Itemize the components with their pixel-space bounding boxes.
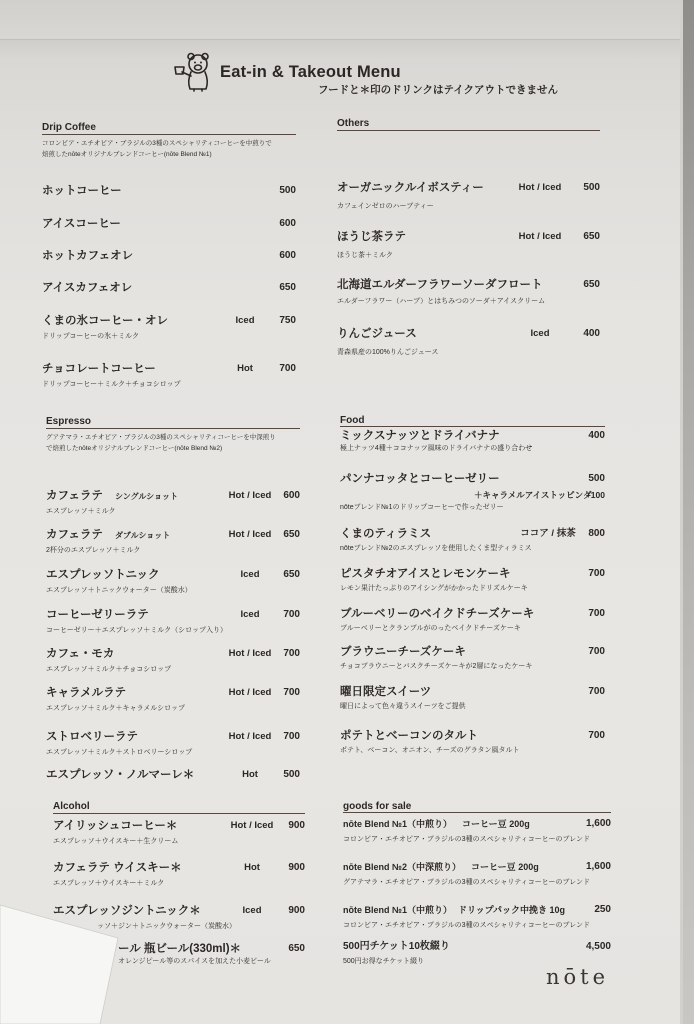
item-price: 1,600 [585, 818, 611, 829]
item-name: ストロベリーラテ [46, 731, 138, 743]
menu-item [46, 647, 300, 673]
item-temperature-tag: Hot / Iced [228, 529, 272, 540]
goods-name: nōte Blend №2（中深煎り） [343, 862, 462, 872]
menu-item [337, 327, 600, 356]
section-heading: Food [340, 415, 365, 426]
section-description [42, 138, 272, 160]
item-price: 600 [279, 250, 296, 261]
item-name: パンナコッタとコーヒーゼリー [340, 473, 500, 485]
item-name [343, 817, 530, 831]
item-temperature-tag: Hot / Iced [228, 731, 272, 742]
item-name: カフェラテ ウイスキー＊ [53, 862, 182, 874]
item-price: 700 [588, 646, 605, 657]
item-name [343, 903, 565, 917]
item-temperature-tag: Hot [237, 363, 253, 374]
menu-item [42, 314, 296, 340]
item-price: 650 [279, 282, 296, 293]
menu-item [53, 819, 305, 845]
item-temperature-tag: Hot / Iced [518, 182, 562, 193]
item-description: コーヒーゼリー＋エスプレッソ＋ミルク（シロップ入り） [46, 627, 227, 634]
item-description: エスプレッソ＋ウイスキー＋ミルク [53, 880, 165, 887]
item-description: コロンビア・エチオピア・ブラジルの3種のスペシャリティコーヒーのブレンド [343, 922, 591, 929]
item-description: ドリップコーヒーの氷＋ミルク [42, 333, 139, 340]
item-price: 1,600 [585, 861, 611, 872]
item-description: コロンビア・エチオピア・ブラジルの3種のスペシャリティコーヒーのブレンド [343, 836, 591, 843]
section-description-line: グアテマラ・エチオピア・ブラジルの3種のスペシャリティコーヒーを中深煎り [46, 434, 276, 441]
item-name: 500円チケット10枚綴り [343, 941, 450, 952]
item-price: 700 [283, 648, 300, 659]
menu-item [42, 362, 296, 388]
menu-item [340, 472, 605, 511]
menu-item [340, 567, 605, 592]
topping-option-price: +100 [585, 490, 605, 500]
menu-item [337, 181, 600, 210]
item-description: エスプレッソ＋ミルク＋チョコシロップ [46, 666, 172, 673]
item-name: エスプレッソジントニック＊ [53, 905, 201, 917]
section-rule [337, 130, 600, 131]
item-temperature-tag: Hot / Iced [228, 687, 272, 698]
item-name: ホットコーヒー [42, 185, 122, 197]
item-description: 極上ナッツ4種＋ココナッツ風味のドライバナナの盛り合わせ [340, 445, 533, 452]
bear-icon [172, 50, 216, 92]
goods-detail: コーヒー豆 200g [462, 819, 530, 829]
item-price: 650 [583, 231, 600, 242]
item-price: 900 [288, 862, 305, 873]
item-description: レモン果汁たっぷりのアイシングがかかったドリズルケーキ [340, 585, 528, 592]
item-name: コーヒーゼリーラテ [46, 609, 149, 621]
item-price: 500 [279, 185, 296, 196]
section-espresso [46, 414, 300, 789]
item-name: ブルーベリーのベイクドチーズケーキ [340, 608, 535, 620]
section-rule [46, 428, 300, 429]
item-price: 600 [279, 218, 296, 229]
section-heading: Others [337, 118, 370, 129]
section-description-line: コロンビア・エチオピア・ブラジルの3種のスペシャリティコーヒーを中煎りで [42, 140, 272, 147]
item-description: ブルーベリーとクランブルがのったベイクドチーズケーキ [340, 625, 521, 632]
item-name: ブラウニーチーズケーキ [340, 646, 466, 658]
item-name [46, 489, 178, 504]
item-name: アイリッシュコーヒー＊ [53, 820, 178, 832]
item-name: アイスカフェオレ [42, 282, 133, 294]
item-price: 900 [288, 905, 305, 916]
item-description: エスプレッソ＋ミルク＋ストロベリーシロップ [46, 749, 193, 756]
goods-item [343, 860, 611, 886]
item-description: 曜日によって色々違うスイーツをご提供 [340, 703, 466, 710]
item-name: キャラメルラテ [46, 687, 127, 699]
item-description: ドリップコーヒー＋ミルク＋チョコシロップ [42, 381, 181, 388]
item-price: 700 [283, 609, 300, 620]
item-price: 700 [588, 686, 605, 697]
section-rule [343, 812, 611, 813]
brand-logo: nōte [546, 965, 610, 989]
item-name: カフェ・モカ [46, 648, 115, 660]
menu-item [53, 861, 305, 887]
item-description: エスプレッソ＋トニックウォーター（炭酸水） [46, 587, 192, 594]
item-price: 4,500 [585, 941, 611, 952]
goods-item [343, 940, 611, 965]
menu-item [46, 686, 300, 712]
item-name [343, 860, 539, 874]
item-temperature-tag: Iced [240, 609, 260, 620]
goods-detail: コーヒー豆 200g [471, 862, 539, 872]
item-temperature-tag: Iced [242, 905, 262, 916]
item-description: nōteブレンド№2のエスプレッソを使用したくま型ティラミス [340, 545, 532, 552]
item-name: オーガニックルイボスティー [337, 182, 484, 194]
background-edge [683, 0, 694, 1024]
item-temperature-tag: Iced [240, 569, 260, 580]
item-name: チョコレートコーヒー [42, 363, 156, 375]
section-heading: goods for sale [343, 801, 412, 812]
goods-name: nōte Blend №1（中煎り） [343, 819, 453, 829]
item-price: 700 [588, 730, 605, 741]
item-name: くまの氷コーヒー・オレ [42, 315, 169, 327]
menu-item [46, 489, 300, 515]
item-price: 750 [279, 315, 296, 326]
item-price: 400 [588, 430, 605, 441]
item-price: 650 [583, 279, 600, 290]
section-drip-coffee [42, 120, 296, 400]
item-temperature-tag: Hot [242, 769, 258, 780]
menu-item [42, 249, 296, 263]
menu-item [340, 729, 605, 754]
section-description-line: 焙煎したnōteオリジナルブレンドコーヒー(nōte Blend №1) [42, 151, 212, 158]
menu-item [46, 568, 300, 594]
item-description: カフェインゼロのハーブティー [337, 203, 434, 210]
item-temperature-tag: Iced [235, 315, 255, 326]
section-heading: Espresso [46, 416, 92, 427]
overlapping-paper [0, 900, 130, 1024]
item-price: 600 [283, 490, 300, 501]
item-description: エスプレッソ＋ミルク [46, 508, 116, 515]
section-description-line: で焙煎したnōteオリジナルブレンドコーヒー(nōte Blend №2) [46, 445, 223, 452]
item-description: エルダーフラワー（ハーブ）とはちみつのソーダ＋アイスクリーム [337, 298, 546, 305]
item-name [46, 528, 170, 543]
item-price: 800 [588, 528, 605, 539]
item-temperature-tag: Hot / Iced [228, 490, 272, 501]
menu-item [42, 281, 296, 295]
item-description: ほうじ茶＋ミルク [337, 252, 393, 259]
item-temperature-tag: Hot / Iced [518, 231, 562, 242]
topping-option-label: ＋キャラメルアイストッピング [474, 490, 592, 500]
item-description: グアテマラ・エチオピア・ブラジルの3種のスペシャリティコーヒーのブレンド [343, 879, 591, 886]
item-description: 2杯分のエスプレッソ＋ミルク [46, 547, 141, 554]
section-rule [42, 134, 296, 135]
sheet-top-edge [0, 39, 683, 40]
goods-item [343, 903, 611, 929]
item-name: ミックスナッツとドライバナナ [340, 430, 500, 442]
item-name: 曜日限定スイーツ [340, 686, 432, 698]
item-price: 650 [283, 529, 300, 540]
item-price: 900 [288, 820, 305, 831]
menu-item [340, 429, 605, 452]
item-flavor-tag: ココア / 抹茶 [520, 528, 576, 539]
item-price: 700 [588, 608, 605, 619]
menu-item [46, 608, 300, 634]
item-name: りんごジュース [337, 328, 417, 340]
item-description: エスプレッソ＋ミルク＋キャラメルシロップ [46, 705, 185, 712]
item-temperature-tag: Hot [244, 862, 260, 873]
item-description: 500円お得なチケット綴り [343, 958, 425, 965]
item-price: 650 [288, 943, 305, 954]
item-price: 700 [283, 687, 300, 698]
section-heading: Alcohol [53, 801, 90, 812]
item-name: エスプレッソ・ノルマーレ＊ [46, 769, 195, 781]
item-name: くまのティラミス [340, 528, 432, 540]
item-name: ール 瓶ビール(330ml)＊ [118, 943, 242, 955]
section-food [340, 413, 605, 763]
section-goods-for-sale [343, 799, 611, 969]
item-name: ほうじ茶ラテ [337, 231, 406, 243]
menu-item [46, 528, 300, 554]
menu-title: Eat-in & Takeout Menu [220, 63, 401, 81]
item-description: エスプレッソ＋ウイスキー＋生クリーム [53, 838, 179, 845]
item-name: 北海道エルダーフラワーソーダフロート [337, 279, 543, 291]
item-name: ポテトとベーコンのタルト [340, 730, 478, 742]
item-name: ホットカフェオレ [42, 250, 134, 262]
item-price: 650 [283, 569, 300, 580]
menu-item [340, 527, 605, 552]
menu-item [42, 184, 296, 198]
section-others [337, 116, 600, 366]
item-price: 700 [279, 363, 296, 374]
section-rule [340, 426, 605, 427]
item-name: ピスタチオアイスとレモンケーキ [340, 568, 511, 580]
section-rule [53, 813, 305, 814]
item-description: チョコブラウニーとバスクチーズケーキが2層になったケーキ [340, 663, 533, 670]
item-price: 500 [283, 769, 300, 780]
menu-item [42, 217, 296, 231]
item-price: 700 [283, 731, 300, 742]
takeout-notice: フードと＊印のドリンクはテイクアウトできません [318, 84, 559, 96]
item-temperature-tag: Iced [530, 328, 550, 339]
item-temperature-tag: Hot / Iced [230, 820, 274, 831]
topping-option [474, 489, 605, 501]
goods-detail: ドリップパック中挽き 10g [458, 905, 565, 915]
menu-item [337, 278, 600, 305]
menu-item [337, 230, 600, 259]
item-description: nōteブレンド№1のドリップコーヒーで作ったゼリー [340, 504, 504, 511]
item-shot-size: ダブルショット [114, 531, 171, 540]
item-price: 700 [588, 568, 605, 579]
goods-item [343, 817, 611, 843]
item-shot-size: シングルショット [114, 492, 178, 501]
item-name-text: カフェラテ [46, 490, 103, 502]
item-price: 250 [594, 904, 611, 915]
item-price: 500 [588, 473, 605, 484]
item-description: ポテト、ベーコン、オニオン、チーズのグラタン風タルト [340, 747, 520, 754]
item-temperature-tag: Hot / Iced [228, 648, 272, 659]
item-description: 青森県産の100%りんごジュース [337, 349, 439, 356]
item-name: エスプレッソトニック [46, 569, 160, 581]
item-price: 500 [583, 182, 600, 193]
menu-item [46, 730, 300, 756]
menu-item [340, 645, 605, 670]
item-name-text: カフェラテ [46, 529, 103, 541]
goods-name: nōte Blend №1（中煎り） [343, 905, 453, 915]
section-description [46, 432, 276, 454]
item-description: オレンジピール等のスパイスを加えた小麦ビール [118, 958, 271, 965]
item-name: アイスコーヒー [42, 218, 121, 230]
item-price: 400 [583, 328, 600, 339]
menu-item [46, 768, 300, 782]
menu-item [340, 607, 605, 632]
section-heading: Drip Coffee [42, 122, 96, 133]
item-description: ッソ＋ジン＋トニックウォーター（炭酸水） [97, 923, 236, 930]
menu-item [340, 685, 605, 710]
